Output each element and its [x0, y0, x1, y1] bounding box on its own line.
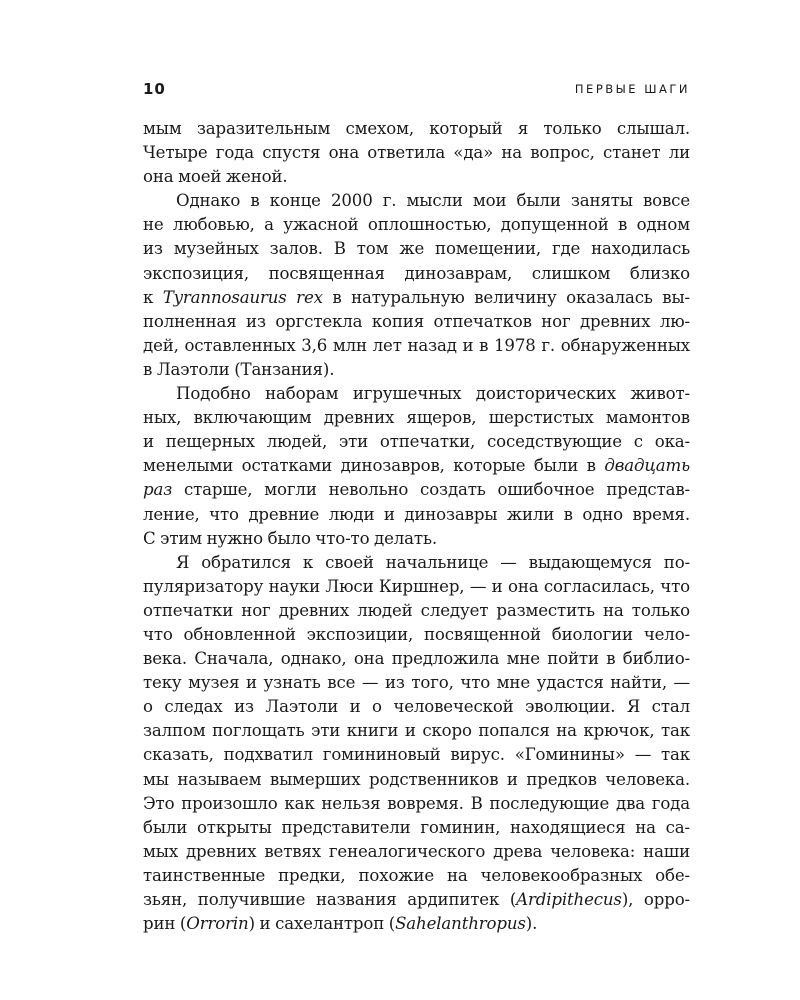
text-line: менелыми остатками динозавров, которые были в двадцать [143, 456, 690, 476]
text-line: что обновленной экспозиции, посвященной биологии чело- [143, 624, 690, 644]
text-line: и пещерных людей, эти отпечатки, соседствующие с ока- [143, 432, 690, 452]
text-line: были открыты представители гоминин, находящиеся на са- [143, 817, 690, 837]
text-line: ление, что древние люди и динозавры жили в одно время. [143, 504, 690, 524]
text-line: не любовью, а ужасной оплошностью, допущенной в одном [143, 215, 690, 235]
page-number: 10 [143, 80, 166, 98]
text-line: рин (Orrorin) и сахелантроп (Sahelanthropus). [143, 914, 538, 934]
text-line: из музейных залов. В том же помещении, где находилась [143, 239, 690, 259]
text-line: зьян, получившие названия ардипитек (Ardipithecus), орро- [143, 890, 690, 909]
text-line: о следах из Лаэтоли и о человеческой эволюции. Я стал [143, 697, 690, 717]
text-line: в Лаэтоли (Танзания). [143, 359, 335, 379]
text-line: Однако в конце 2000 г. мысли мои были заняты вовсе [176, 191, 690, 211]
text-line: залпом поглощать эти книги и скоро попался на крючок, так [143, 721, 690, 741]
text-line: к Tyrannosaurus rex в натуральную величину оказалась вы- [143, 287, 691, 307]
text-line: мы называем вымерших родственников и предков человека. [143, 769, 690, 789]
text-line: теку музея и узнать все — из того, что мне удастся найти, — [143, 673, 690, 693]
text-line: мых древних ветвях генеалогического древа человека: наши [143, 841, 690, 861]
text-line: Я обратился к своей начальнице — выдающемуся по- [176, 552, 690, 572]
running-title: ПЕРВЫЕ ШАГИ [574, 82, 690, 96]
text-line: экспозиция, посвященная динозаврам, слишком близко [143, 263, 690, 283]
text-line: она моей женой. [143, 167, 288, 187]
text-line: сказать, подхватил гомининовый вирус. «Гоминины» — так [143, 745, 690, 765]
text-line: отпечатки ног древних людей следует разместить на только [143, 600, 690, 620]
text-line: Это произошло как нельзя вовремя. В последующие два года [143, 793, 690, 813]
text-line: Подобно наборам игрушечных доисторических живот- [176, 384, 690, 404]
text-line: пуляризатору науки Люси Киршнер, — и она согласилась, что [143, 576, 690, 596]
page-header [143, 80, 690, 104]
text-line: дей, оставленных 3,6 млн лет назад и в 1978 г. обнаруженных [143, 335, 690, 355]
text-line: века. Сначала, однако, она предложила мне пойти в библио- [143, 649, 690, 669]
text-line: раз старше, могли невольно создать ошибочное представ- [143, 480, 690, 500]
text-line: мым заразительным смехом, который я только слышал. [143, 119, 690, 138]
text-line: Четыре года спустя она ответила «да» на вопрос, станет ли [143, 143, 690, 163]
text-line: полненная из оргстекла копия отпечатков ног древних лю- [143, 311, 690, 331]
text-line: таинственные предки, похожие на человекообразных обе- [143, 865, 690, 885]
text-line: С этим нужно было что-то делать. [143, 528, 437, 548]
text-line: ных, включающим древних ящеров, шерстистых мамонтов [143, 408, 690, 428]
body-text [143, 117, 690, 936]
